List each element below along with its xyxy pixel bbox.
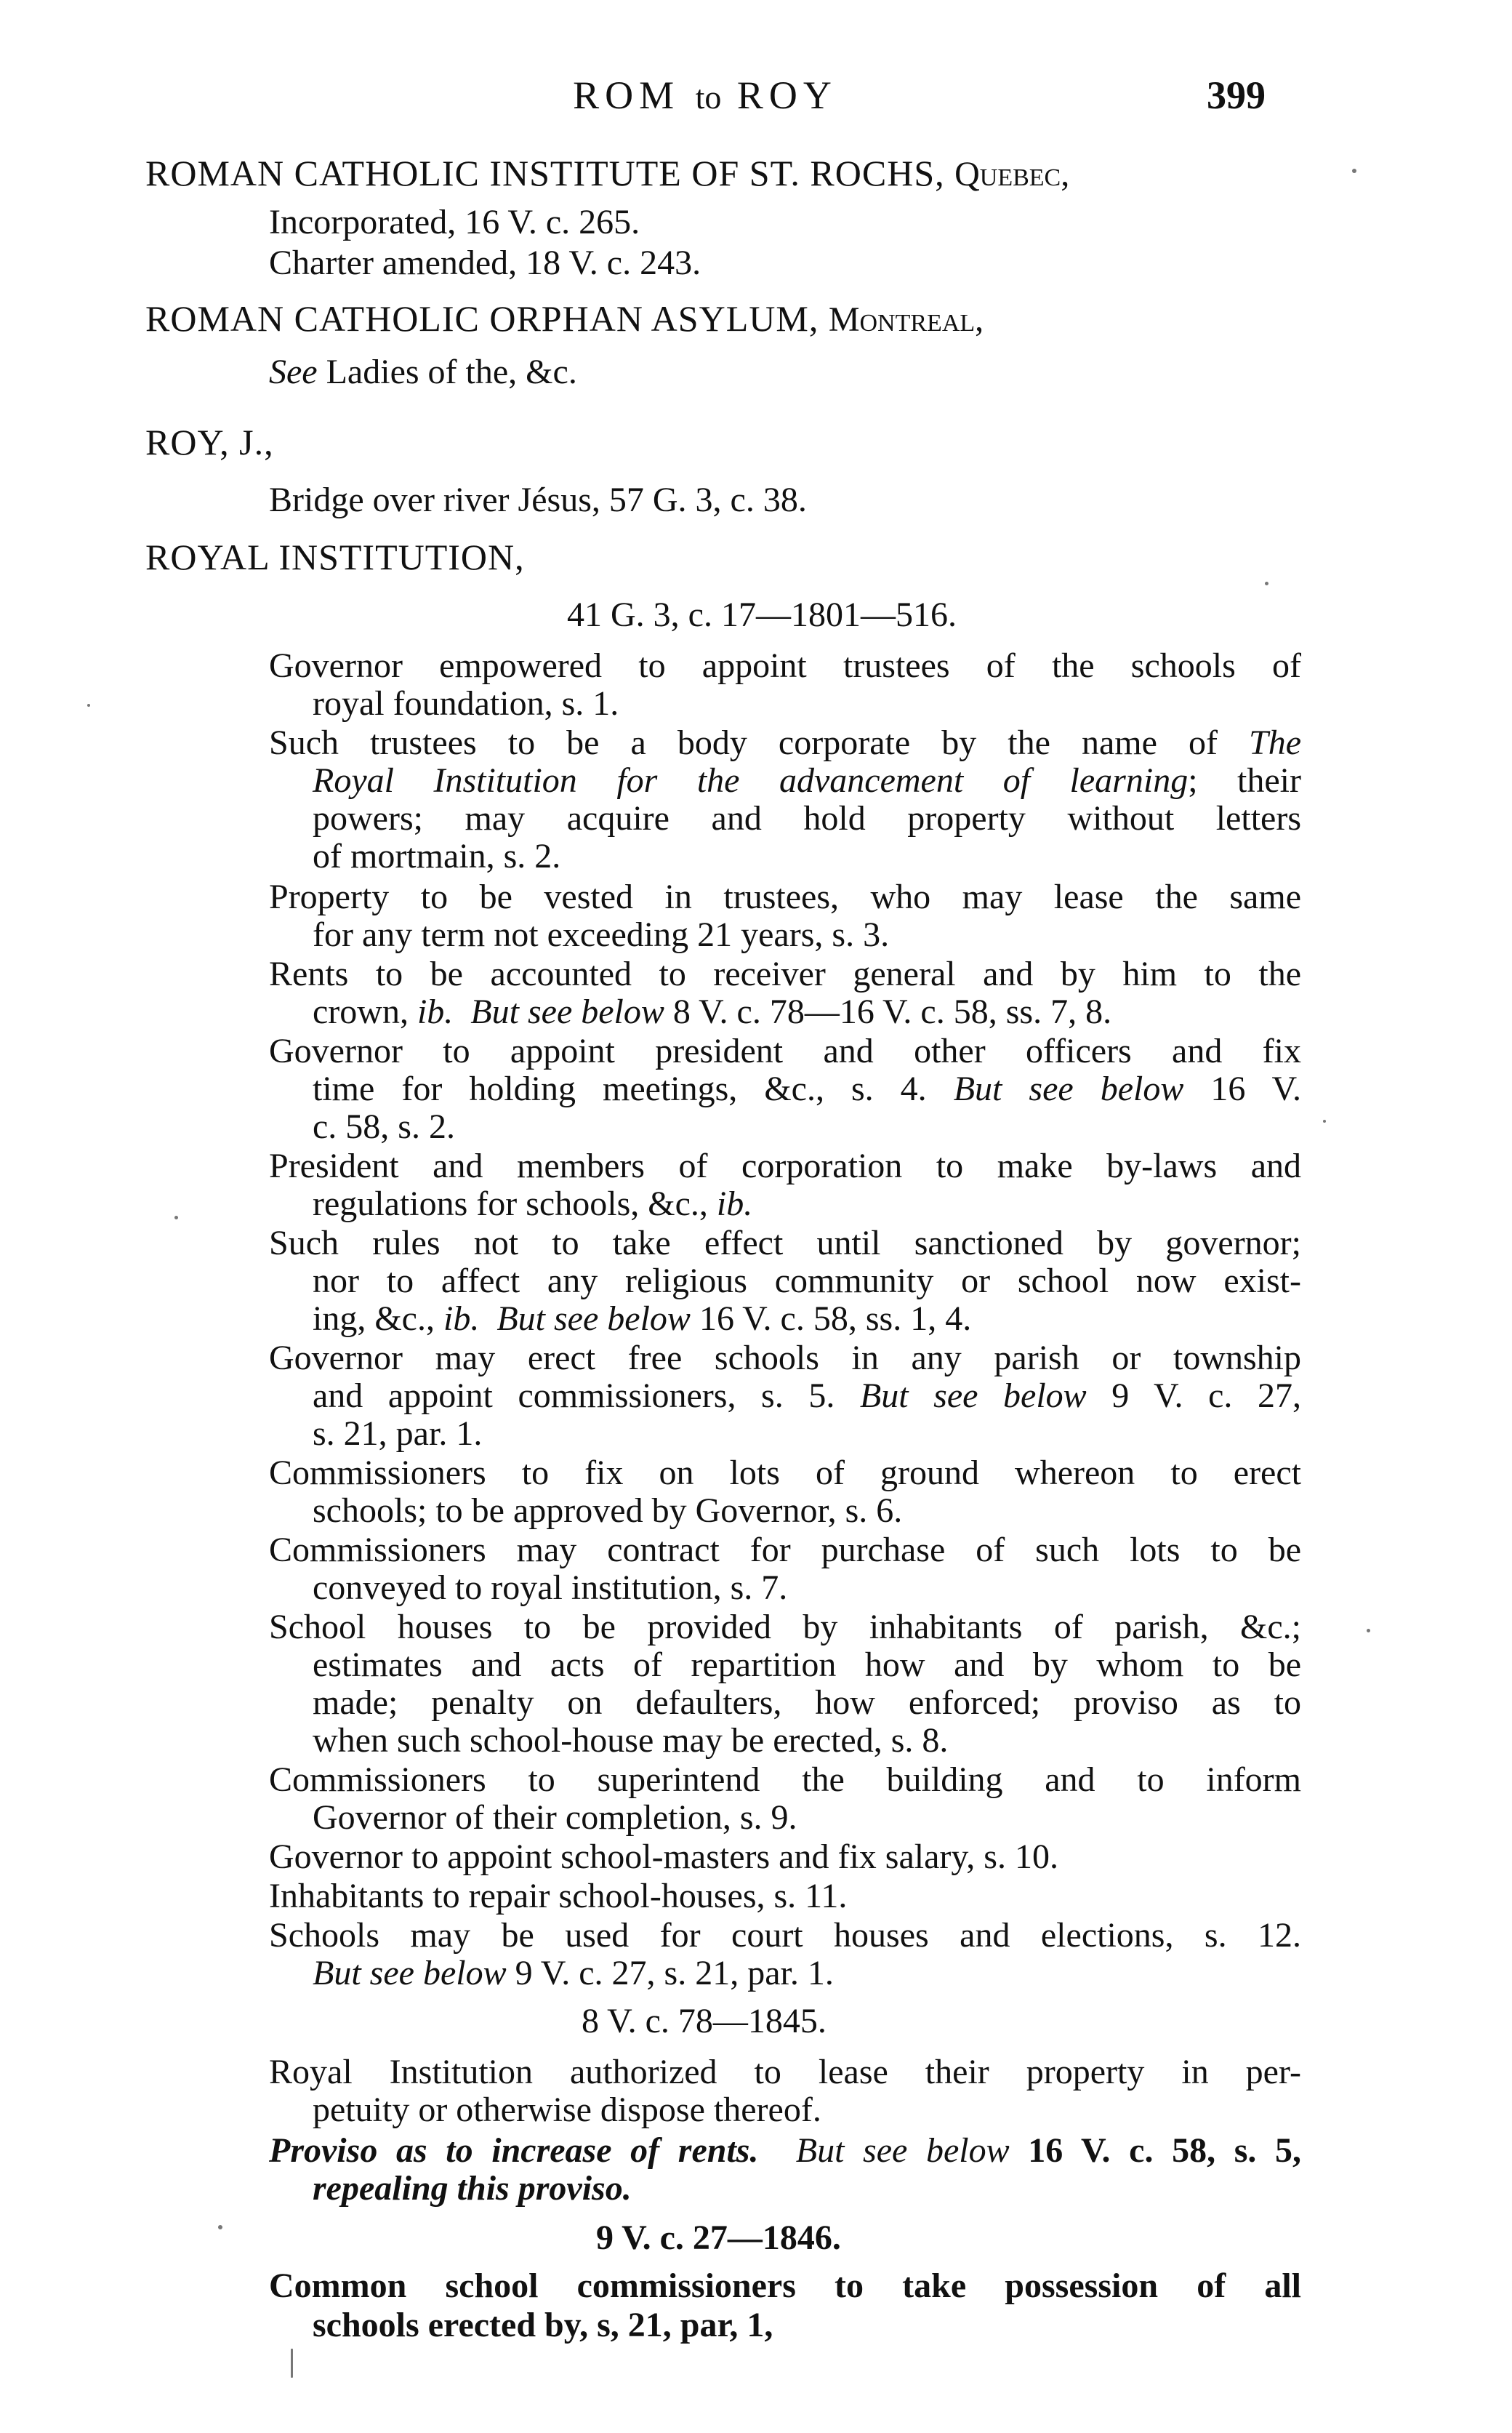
italic-text: But see below <box>859 1376 1087 1415</box>
see-reference <box>269 352 577 393</box>
scan-speck <box>1352 169 1356 173</box>
entry-heading-royal-institution: ROYAL INSTITUTION, <box>145 537 525 577</box>
text: 16 V. <box>1210 1070 1302 1108</box>
provision-line: made; penalty on defaulters, how enforced; proviso as to <box>313 1683 1301 1722</box>
provision-line: Property to be vested in trustees, who may lease the same <box>269 878 1301 916</box>
scan-speck <box>1265 582 1268 585</box>
entry-heading-st-rochs <box>145 153 1069 195</box>
text: regulations for schools, &c., <box>313 1185 708 1223</box>
text: 16 V. c. 58, s. 5, <box>1028 2131 1302 2170</box>
page-number: 399 <box>1207 73 1266 117</box>
text: 16 V. c. 58, ss. 1, 4. <box>699 1299 972 1338</box>
provision-line: petuity or otherwise dispose thereof. <box>313 2091 821 2129</box>
italic-text: The <box>1249 724 1302 762</box>
provision-line <box>313 1953 1301 1994</box>
provision-line: of mortmain, s. 2. <box>313 837 561 875</box>
text: 8 V. c. 78—16 V. c. 58, ss. 7, 8. <box>672 993 1112 1031</box>
provision-line <box>313 1184 1301 1224</box>
text: 9 V. c. 27, s. 21, par. 1. <box>515 1954 834 1992</box>
provision-line: Governor of their completion, s. 9. <box>313 1798 797 1837</box>
provision-line: Schools may be used for court houses and elections, s. 12. <box>269 1916 1301 1955</box>
text: Such trustees to be a body corporate by the name of <box>269 724 1218 762</box>
see-word: See <box>269 353 318 391</box>
entry-line: Bridge over river Jésus, 57 G. 3, c. 38. <box>269 481 807 519</box>
text: time for holding meetings, &c., s. 4. <box>313 1070 927 1108</box>
provision-line <box>313 1376 1301 1416</box>
italic-text: But see below <box>795 2131 1010 2170</box>
entry-line: Incorporated, 16 V. c. 265. <box>269 203 640 241</box>
provision-line: schools; to be approved by Governor, s. 6. <box>313 1491 903 1530</box>
heading-text: ROMAN CATHOLIC INSTITUTE OF ST. ROCHS, <box>145 153 945 193</box>
provision-line: estimates and acts of repartition how and by whom to be <box>313 1646 1301 1684</box>
running-head <box>502 70 909 123</box>
provision-line: powers; may acquire and hold property without letters <box>313 799 1301 838</box>
running-head-to-word: to <box>695 79 722 116</box>
running-head-to: ROY <box>736 73 837 117</box>
heading-place: Montreal, <box>828 300 984 339</box>
scan-speck <box>174 1216 178 1219</box>
italic-text: repealing this proviso. <box>313 2169 632 2208</box>
provision-line: School houses to be provided by inhabitants of parish, &c.; <box>269 1608 1301 1646</box>
provision-line: Royal Institution authorized to lease their property in per- <box>269 2053 1301 2091</box>
italic-text: Proviso as to increase of rents. <box>269 2131 759 2170</box>
act-citation-1845: 8 V. c. 78—1845. <box>582 2002 827 2040</box>
provision-line: Governor may erect free schools in any parish or township <box>269 1339 1301 1377</box>
provision-line: schools erected by, s, 21, par, 1, <box>313 2306 773 2344</box>
provision-line: Common school commissioners to take possession of all <box>269 2266 1301 2305</box>
provision-line: c. 58, s. 2. <box>313 1107 455 1146</box>
scan-speck <box>218 2225 222 2229</box>
heading-place: Quebec, <box>954 155 1070 193</box>
provision-line: Such rules not to take effect until sanctioned by governor; <box>269 1224 1301 1262</box>
act-citation-1801: 41 G. 3, c. 17—1801—516. <box>567 596 957 634</box>
italic-text: ib. <box>716 1185 753 1223</box>
provision-line <box>313 992 1301 1033</box>
provision-line <box>313 1299 1301 1339</box>
provision-line: nor to affect any religious community or school now exist- <box>313 1262 1301 1300</box>
provision-line: Inhabitants to repair school-houses, s. 11. <box>269 1877 848 1915</box>
italic-text: But see below <box>953 1070 1184 1108</box>
italic-text: ib. <box>417 993 454 1031</box>
provision-line: Governor to appoint school-masters and fix salary, s. 10. <box>269 1837 1058 1876</box>
provision-line: Governor to appoint president and other officers and fix <box>269 1032 1301 1070</box>
scan-mark <box>291 2349 293 2378</box>
provision-line <box>313 761 1301 801</box>
provision-line <box>269 723 1301 763</box>
provision-line: President and members of corporation to make by-laws and <box>269 1147 1301 1185</box>
entry-heading-orphan-asylum <box>145 298 984 340</box>
text: 9 V. c. 27, <box>1111 1376 1301 1415</box>
provision-line: when such school-house may be erected, s. 8. <box>313 1721 949 1760</box>
provision-line: conveyed to royal institution, s. 7. <box>313 1568 788 1607</box>
italic-text: But see below <box>313 1954 507 1992</box>
text: ing, &c., <box>313 1299 435 1338</box>
provision-line: s. 21, par. 1. <box>313 1414 483 1453</box>
entry-heading-roy: ROY, J., <box>145 422 274 462</box>
italic-text: ib. <box>443 1299 480 1338</box>
provision-line: Commissioners may contract for purchase of such lots to be <box>269 1531 1301 1569</box>
provision-line <box>313 2168 1301 2209</box>
provision-line: Governor empowered to appoint trustees of the schools of <box>269 646 1301 685</box>
see-target: Ladies of the, &c. <box>326 353 577 391</box>
entry-line: Charter amended, 18 V. c. 243. <box>269 244 701 282</box>
provision-line: Commissioners to fix on lots of ground whereon to erect <box>269 1454 1301 1492</box>
italic-text: But see below <box>470 993 664 1031</box>
scan-speck <box>1367 1629 1370 1632</box>
text: crown, <box>313 993 409 1031</box>
provision-line: Rents to be accounted to receiver general and by him to the <box>269 955 1301 993</box>
text: and appoint commissioners, s. 5. <box>313 1376 835 1415</box>
scan-speck <box>1323 1120 1326 1123</box>
italic-text: But see below <box>496 1299 691 1338</box>
provision-line <box>269 2131 1301 2171</box>
act-citation-1846: 9 V. c. 27—1846. <box>596 2218 841 2257</box>
italic-text: Royal Institution for the advancement of learning <box>313 761 1189 800</box>
provision-line <box>313 1069 1301 1110</box>
heading-text: ROMAN CATHOLIC ORPHAN ASYLUM, <box>145 298 819 339</box>
text: ; their <box>1188 761 1302 800</box>
running-head-from: ROM <box>573 73 680 117</box>
provision-line: for any term not exceeding 21 years, s. 3. <box>313 915 890 954</box>
scan-speck <box>87 704 90 707</box>
provision-line: royal foundation, s. 1. <box>313 684 619 723</box>
provision-line: Commissioners to superintend the building and to inform <box>269 1760 1301 1799</box>
